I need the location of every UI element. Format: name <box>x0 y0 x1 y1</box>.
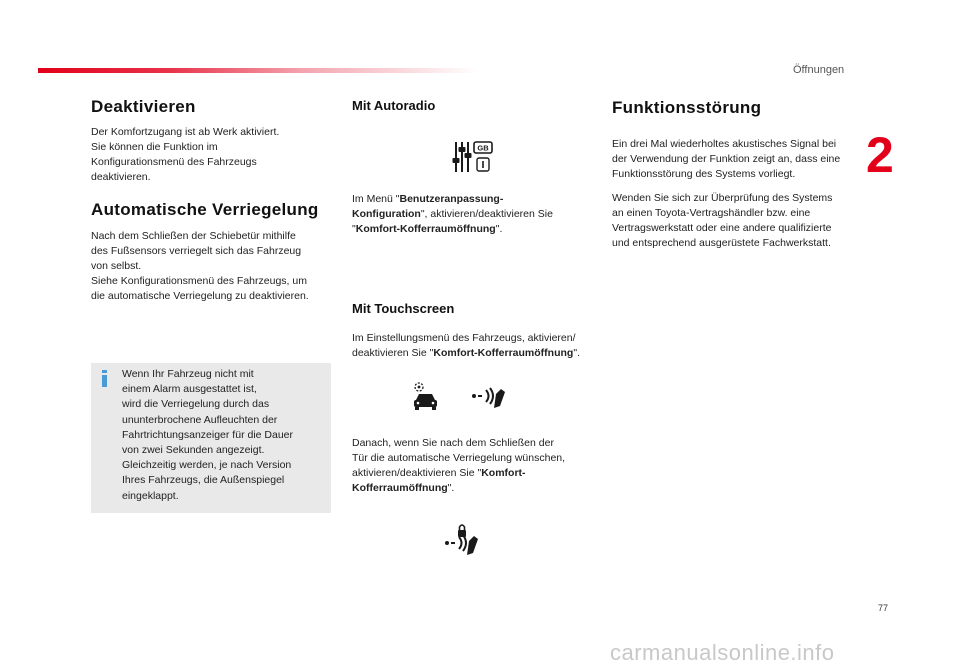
fault-text-2: Wenden Sie sich zur Überprüfung des Systems an einen Toyota-Vertragshändler bzw. eine Vertragswerkstatt oder eine andere qualifizierte und entsprechend ausgerüstete Fachwerkstatt. <box>612 192 833 249</box>
fault-text-1: Ein drei Mal wiederholtes akustisches Signal bei der Verwendung der Funktion zeigt an, dass eine Funktionsstörung des Systems vorliegt. <box>612 138 841 180</box>
auto-lock-heading: Automatische Verriegelung <box>91 200 319 219</box>
touchscreen-heading: Mit Touchscreen <box>352 301 455 316</box>
header-red-bar <box>38 68 478 73</box>
touchscreen-after-text: Danach, wenn Sie nach dem Schließen der Tür die automatische Verriegelung wünschen, aktivieren/deaktivieren Sie "Komfort- Kofferraumöffnung". <box>352 437 566 494</box>
fault-section <box>612 98 862 251</box>
deaktivieren-heading: Deaktivieren <box>91 97 196 116</box>
foot-sensor-lock-icon <box>443 522 481 556</box>
deaktivieren-section <box>91 97 336 185</box>
auto-lock-text: Nach dem Schließen der Schiebetür mithilfe des Fußsensors verriegelt sich das Fahrzeug von selbst. Siehe Konfigurationsmenü des Fahrzeugs, um die automatische Verriegelung zu deaktivieren. <box>91 230 309 302</box>
auto-lock-section <box>91 200 341 304</box>
watermark: carmanualsonline.info <box>610 640 835 665</box>
gb-icon-label: GB <box>477 143 489 153</box>
touchscreen-after-block <box>352 436 602 496</box>
autoradio-text: Im Menü "Benutzeranpassung- Konfiguration", aktivieren/deaktivieren Sie "Komfort-Kofferraumöffnung". <box>352 193 553 235</box>
touchscreen-text: Im Einstellungsmenü des Fahrzeugs, aktivieren/ deaktivieren Sie "Komfort-Kofferraumöffnung". <box>352 332 580 359</box>
foot-sensor-trunk-icon <box>470 386 508 412</box>
autoradio-text-block <box>352 192 597 237</box>
touchscreen-text-block <box>352 331 602 361</box>
section-title: Öffnungen <box>793 64 845 76</box>
info-icon <box>102 370 107 386</box>
info-box <box>91 363 331 513</box>
chapter-number: 2 <box>866 127 894 183</box>
settings-sliders-icon <box>450 138 496 176</box>
info-box-text: Wenn Ihr Fahrzeug nicht mit einem Alarm ausgestattet ist, wird die Verriegelung durch das ununterbrochene Aufleuchten der Fahrtrichtungsanzeiger für die Dauer von zwei Sekunden angezeigt. Gleichzeitig werden, je nach Version Ihres Fahrzeugs, die Außenspiegel eingeklappt. <box>122 368 294 502</box>
deaktivieren-text: Der Komfortzugang ist ab Werk aktiviert. Sie können die Funktion im Konfigurationsmenü des Fahrzeugs deaktivieren. <box>91 126 280 183</box>
car-settings-icon <box>408 380 442 412</box>
page-number: 77 <box>878 603 889 613</box>
touchscreen-section <box>352 301 597 316</box>
autoradio-heading: Mit Autoradio <box>352 98 436 113</box>
autoradio-section <box>352 98 597 113</box>
fault-heading: Funktionsstörung <box>612 98 762 117</box>
